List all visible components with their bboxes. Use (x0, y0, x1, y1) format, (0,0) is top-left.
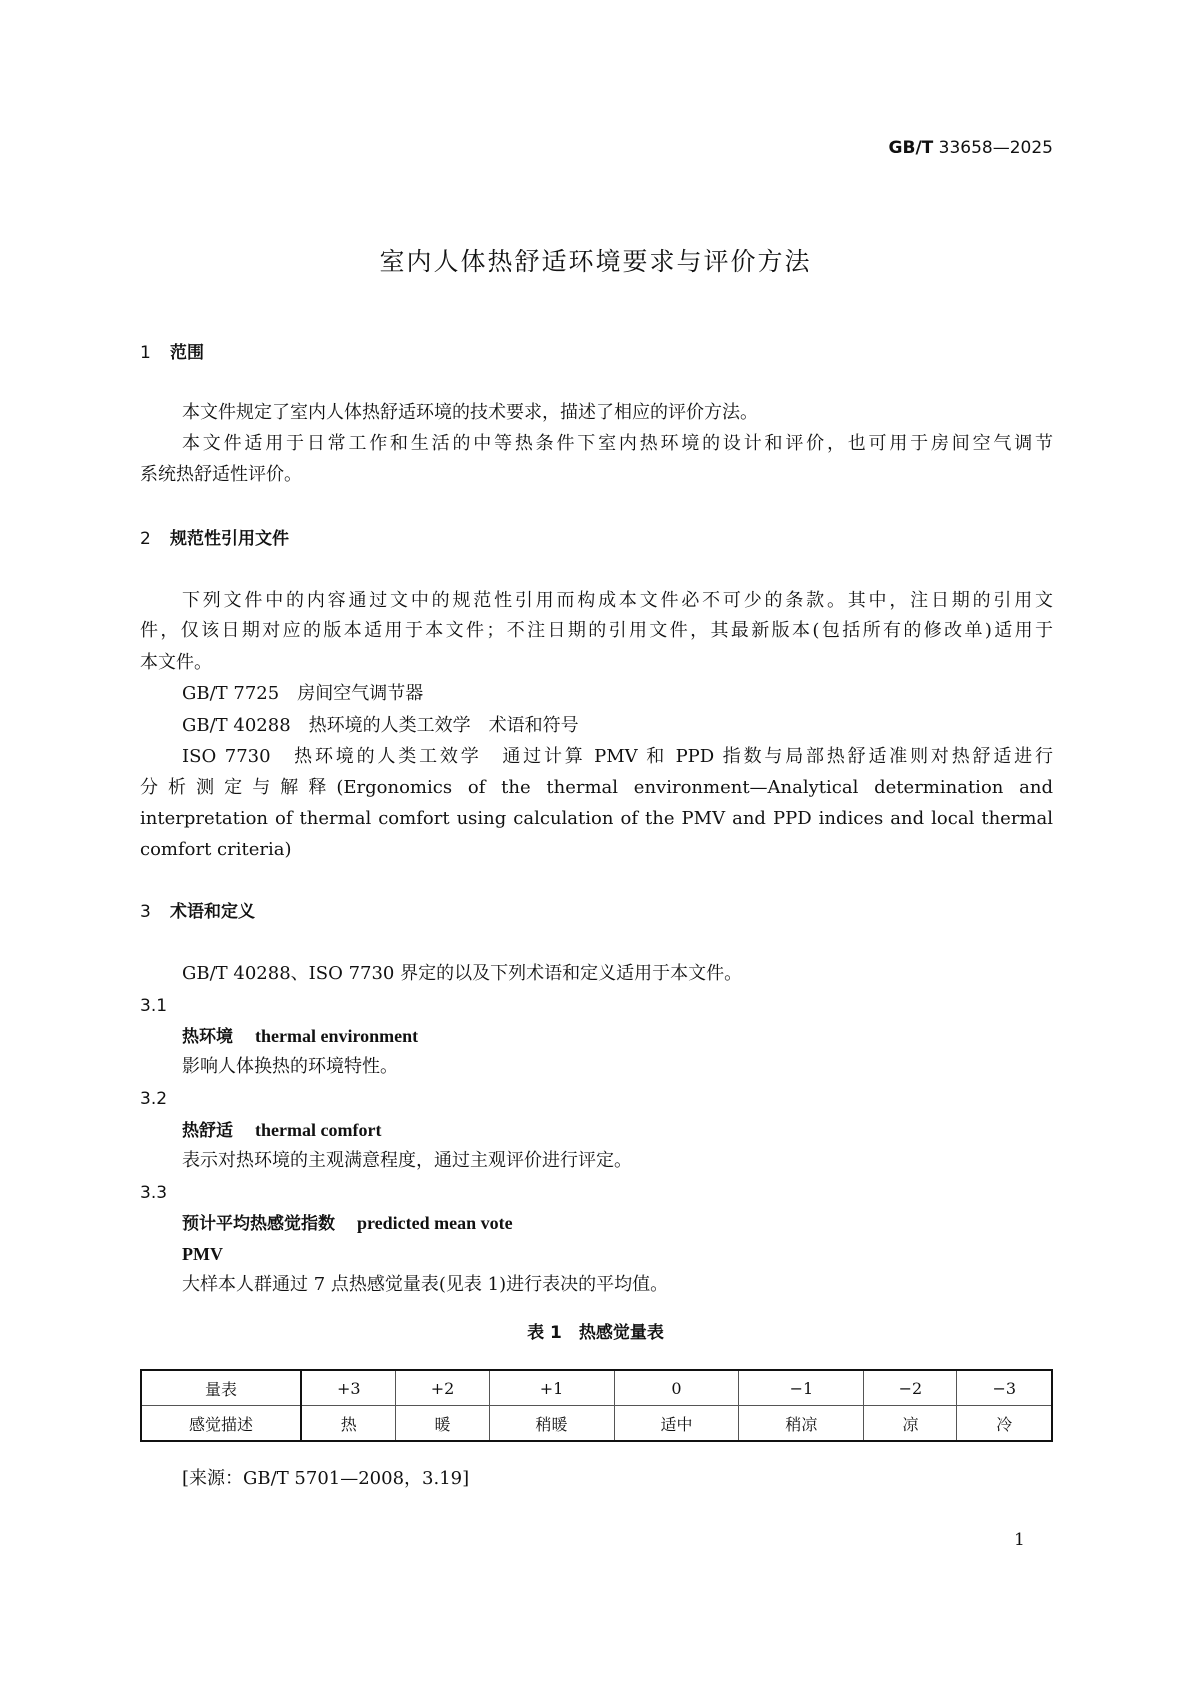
paragraph-line: 本文件规定了室内人体热舒适环境的技术要求，描述了相应的评价方法。 (182, 402, 758, 423)
clause-number: 3.3 (140, 1183, 168, 1203)
table-cell: 暖 (396, 1406, 489, 1442)
document-title: 室内人体热舒适环境要求与评价方法 (379, 247, 812, 276)
section-heading-1 (140, 338, 1053, 368)
table-cell: −3 (957, 1370, 1052, 1406)
table-cell: 冷 (957, 1406, 1052, 1442)
section-title: 范围 (170, 343, 204, 363)
table-row (141, 1370, 1052, 1406)
section-number: 2 (140, 529, 151, 549)
table-cell: 稍暖 (489, 1406, 614, 1442)
paragraph-line: 系统热舒适性评价。 (140, 464, 302, 485)
table-row (141, 1406, 1052, 1442)
term-definition: 影响人体换热的环境特性。 (182, 1056, 398, 1077)
term-en: predicted mean vote (357, 1213, 513, 1233)
table-cell: 感觉描述 (141, 1406, 301, 1442)
paragraph-line: 件，仅该日期对应的版本适用于本文件；不注日期的引用文件，其最新版本(包括所有的修改单)适用于 (140, 620, 1053, 641)
table-caption: 表 1 热感觉量表 (527, 1323, 664, 1343)
table-cell: 稍凉 (739, 1406, 864, 1442)
section-number: 1 (140, 343, 151, 363)
standard-code (889, 138, 1053, 158)
term-abbreviation (182, 1239, 1095, 1269)
clause-number: 3.2 (140, 1089, 168, 1109)
table-cell: +3 (301, 1370, 396, 1406)
term-definition: 表示对热环境的主观满意程度，通过主观评价进行评定。 (182, 1150, 632, 1171)
page-number: 1 (1014, 1530, 1025, 1550)
reference-item: GB/T 40288 热环境的人类工效学 术语和符号 (182, 715, 579, 736)
table-cell: −1 (739, 1370, 864, 1406)
reference-item-cont: interpretation of thermal comfort using calculation of the PMV and PPD indices and local thermal (140, 808, 1053, 829)
reference-item-cont: comfort criteria) (140, 839, 292, 860)
term-en: thermal comfort (255, 1120, 382, 1140)
code-number: 33658—2025 (933, 138, 1053, 158)
section-heading-2 (140, 524, 1053, 554)
table-cell: +2 (396, 1370, 489, 1406)
table-cell: 量表 (141, 1370, 301, 1406)
table-cell: 适中 (614, 1406, 739, 1442)
paragraph-line: GB/T 40288、ISO 7730 界定的以及下列术语和定义适用于本文件。 (182, 963, 743, 984)
term-abbr: PMV (182, 1244, 223, 1264)
term-heading (182, 1021, 1095, 1051)
paragraph-line: 下列文件中的内容通过文中的规范性引用而构成本文件必不可少的条款。其中，注日期的引用文 (182, 590, 1053, 611)
table-cell: 热 (301, 1406, 396, 1442)
section-title: 术语和定义 (170, 902, 255, 922)
code-prefix: GB/T (888, 138, 934, 158)
reference-item-cont: 分析测定与解释(Ergonomics of the thermal environment—Analytical determination and (140, 777, 1053, 798)
term-zh: 预计平均热感觉指数 (182, 1214, 335, 1234)
reference-item: ISO 7730 热环境的人类工效学 通过计算 PMV 和 PPD 指数与局部热舒适准则对热舒适进行 (182, 746, 1053, 767)
term-en: thermal environment (255, 1026, 419, 1046)
reference-item: GB/T 7725 房间空气调节器 (182, 683, 424, 704)
table-cell: 凉 (864, 1406, 957, 1442)
thermal-sensation-table (140, 1369, 1053, 1442)
term-heading (182, 1115, 1095, 1145)
table-cell: +1 (489, 1370, 614, 1406)
section-title: 规范性引用文件 (170, 529, 289, 549)
paragraph-line: 本文件适用于日常工作和生活的中等热条件下室内热环境的设计和评价，也可用于房间空气调节 (182, 433, 1053, 454)
section-number: 3 (140, 902, 151, 922)
table-source: [来源：GB/T 5701—2008，3.19] (182, 1468, 470, 1489)
term-zh: 热环境 (182, 1027, 233, 1047)
paragraph-line: 本文件。 (140, 652, 212, 673)
section-heading-3 (140, 897, 1053, 927)
term-heading (182, 1208, 1095, 1238)
table-cell: 0 (614, 1370, 739, 1406)
clause-number: 3.1 (140, 996, 168, 1016)
term-definition: 大样本人群通过 7 点热感觉量表(见表 1)进行表决的平均值。 (182, 1274, 669, 1295)
table-cell: −2 (864, 1370, 957, 1406)
term-zh: 热舒适 (182, 1121, 233, 1141)
